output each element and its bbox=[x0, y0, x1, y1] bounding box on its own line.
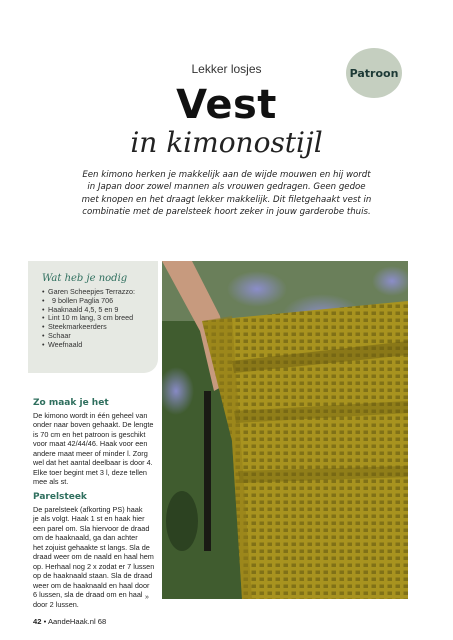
parelsteek-section bbox=[33, 493, 158, 609]
intro-line: combinatie met de parelsteek hoort zeker in jouw garderobe thuis. bbox=[82, 207, 371, 218]
how-to-heading: Zo maak je het bbox=[33, 398, 109, 408]
intro-line: met knopen en het draagt lekker makkelijk. Dit filetgehaakt vest in bbox=[81, 194, 372, 205]
body-line: draad weer om de naald en haal hem bbox=[33, 552, 154, 561]
body-line: is 70 cm en het patroon is geschikt bbox=[33, 429, 146, 439]
body-line: voor maat 42/44/46. Haak voor een bbox=[33, 439, 148, 448]
body-line: De kimono wordt in één geheel van bbox=[33, 410, 148, 420]
materials-item: • Garen Scheepjes Terrazzo: bbox=[42, 288, 158, 297]
materials-item: • Weefnaald bbox=[42, 341, 158, 350]
materials-item: • Lint 10 m lang, 3 cm breed bbox=[42, 314, 158, 323]
kicker: Lekker losjes bbox=[191, 62, 262, 76]
body-line: het zojuist gehaakte st langs. Sla de bbox=[33, 542, 150, 552]
body-line: mee als st. bbox=[33, 477, 69, 486]
body-line: De parelsteek (afkorting PS) haak bbox=[33, 504, 143, 514]
footer-separator: • bbox=[43, 617, 47, 626]
body-line: wel dat het aantal deelbaar is door 4. bbox=[33, 458, 153, 467]
body-line: een parel om. Sla hiervoor de draad bbox=[33, 523, 150, 533]
materials-item: • Schaar bbox=[42, 332, 158, 341]
page-title: Vest bbox=[176, 82, 277, 128]
materials-box bbox=[28, 261, 158, 373]
continue-icon: » bbox=[145, 594, 149, 601]
materials-item: • 9 bollen Paglia 706 bbox=[42, 297, 158, 306]
intro-paragraph bbox=[70, 169, 383, 219]
body-line: op. Herhaal nog 2 x zodat er 7 lussen bbox=[33, 561, 155, 571]
intro-line: in Japan door zowel mannen als vrouwen gedragen. Geen gedoe bbox=[87, 182, 366, 193]
body-line: 6 lussen, sla de draad om en haal bbox=[33, 590, 143, 599]
body-line: andere maat meer of minder l. Zorg bbox=[33, 448, 148, 458]
how-to-section bbox=[33, 399, 158, 487]
parelsteek-body bbox=[33, 505, 158, 610]
parelsteek-heading: Parelsteek bbox=[33, 492, 87, 502]
body-line: je als volgt. Haak 1 st en haak hier bbox=[33, 514, 145, 523]
page-number: 42 bbox=[33, 617, 42, 626]
body-line: weer om de haaknaald en haal door bbox=[33, 580, 150, 590]
body-line: Elke toer begint met 3 l, deze tellen bbox=[33, 467, 147, 477]
body-line: door 2 lussen. bbox=[33, 599, 79, 609]
kimono-photo bbox=[162, 261, 408, 599]
materials-item: • Haaknaald 4,5, 5 en 9 bbox=[42, 306, 158, 315]
kimono-photo-graphic bbox=[162, 261, 408, 599]
body-line: onder naar boven gehaakt. De lengte bbox=[33, 420, 154, 429]
how-to-body bbox=[33, 411, 158, 487]
materials-item: • Steekmarkeerders bbox=[42, 323, 158, 332]
pattern-badge-label: Patroon bbox=[349, 66, 399, 80]
materials-title: Wat heb je nodig bbox=[42, 273, 128, 284]
body-line: op de haaknaald staan. Sla de draad bbox=[33, 571, 153, 580]
materials-list bbox=[42, 288, 158, 350]
page-footer bbox=[33, 617, 106, 626]
page-subtitle: in kimonostijl bbox=[130, 126, 323, 159]
intro-line: Een kimono herken je makkelijk aan de wijde mouwen en hij wordt bbox=[82, 170, 371, 180]
body-line: om de haaknaald, ga dan achter bbox=[33, 533, 138, 542]
issue-label: AandeHaak.nl 68 bbox=[47, 617, 107, 626]
